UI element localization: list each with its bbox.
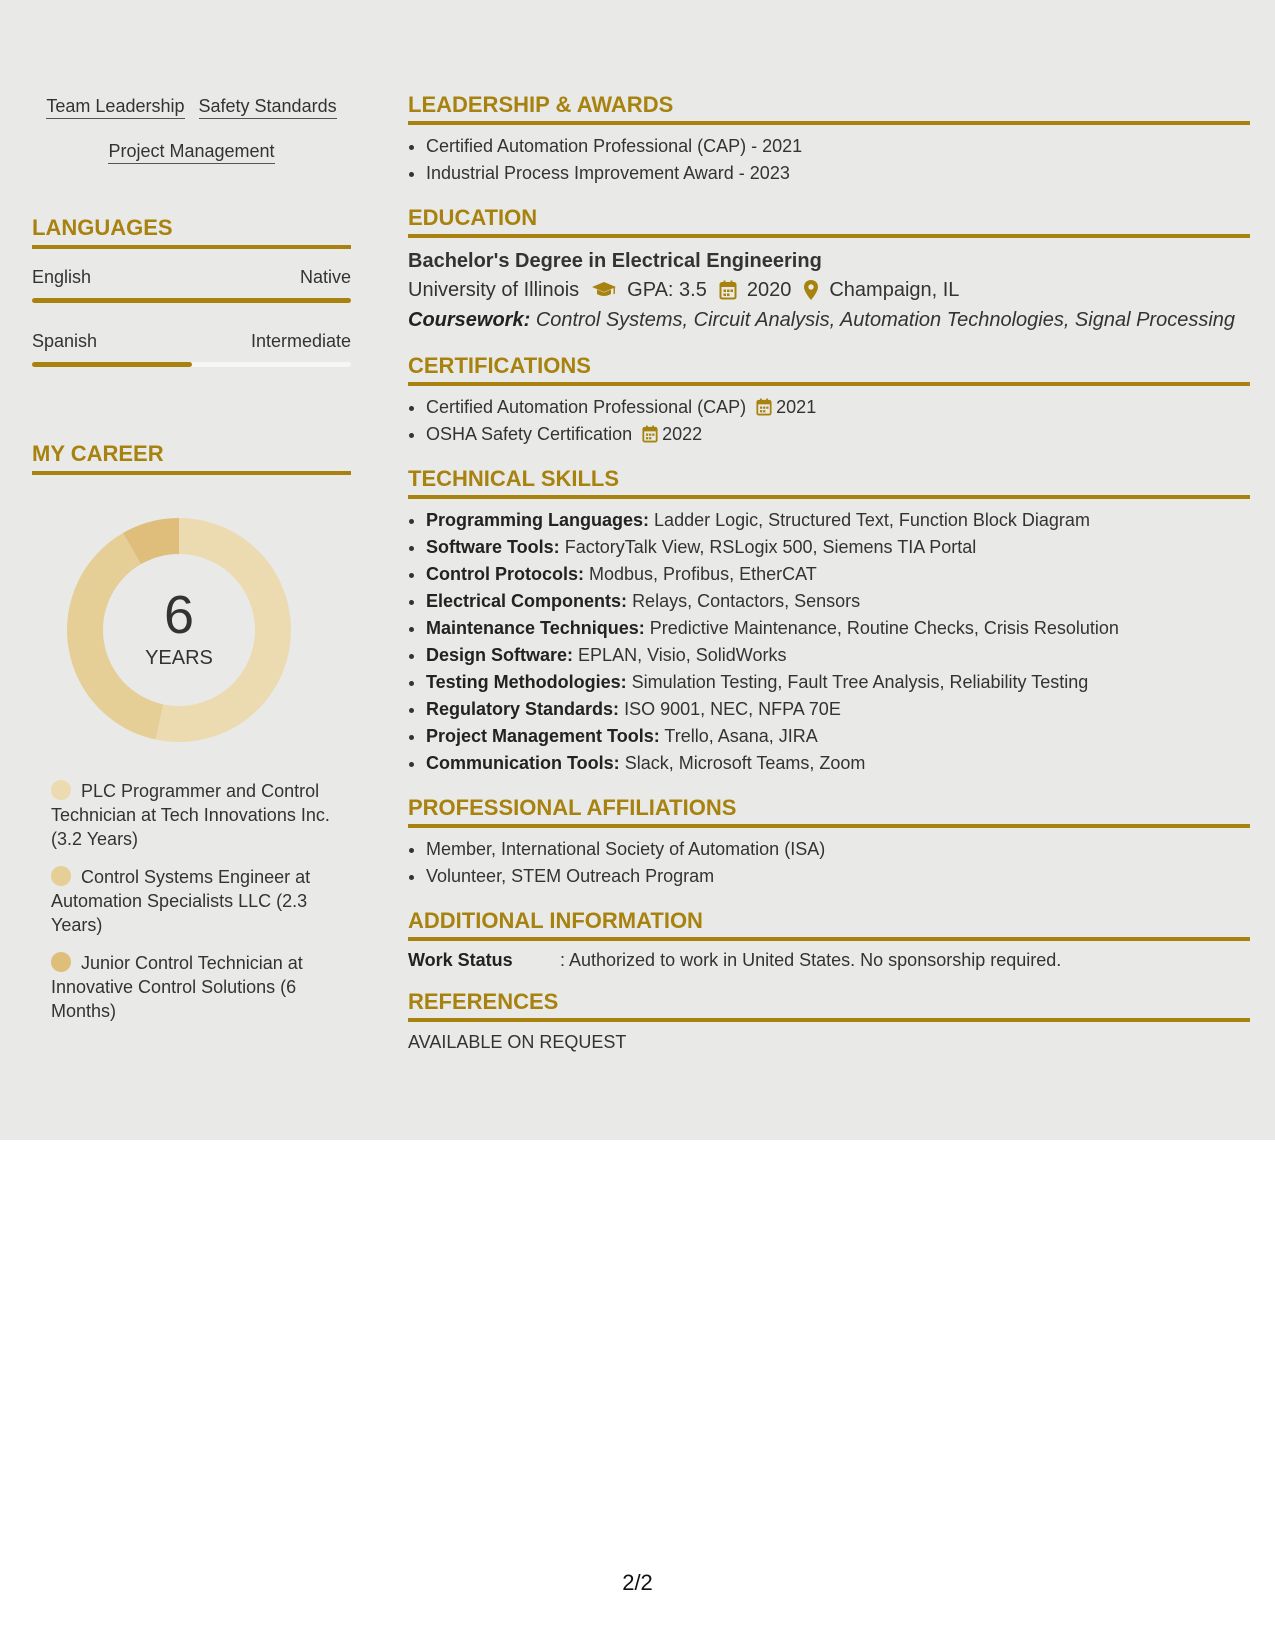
education-section	[408, 205, 1250, 335]
technical-skills-heading: TECHNICAL SKILLS	[408, 466, 1250, 499]
skill-label: Project Management Tools:	[426, 726, 660, 746]
page-number: 2/2	[622, 1570, 653, 1595]
degree-title: Bachelor's Degree in Electrical Engineering	[408, 250, 822, 272]
language-level: Intermediate	[250, 331, 351, 351]
career-donut	[66, 517, 292, 743]
legend-label: Control Systems Engineer at Automation Specialists LLC (2.3 Years)	[51, 867, 311, 935]
school-location: Champaign, IL	[829, 279, 960, 301]
coursework	[408, 305, 1250, 335]
skill-value: Relays, Contactors, Sensors	[632, 591, 861, 611]
cert-year: 2021	[776, 397, 817, 417]
coursework-label: Coursework:	[408, 309, 531, 331]
skill-label: Programming Languages:	[426, 510, 650, 530]
list-item	[426, 723, 1250, 750]
technical-skills-list	[408, 507, 1250, 777]
legend-item	[51, 779, 331, 851]
language-level: Native	[299, 267, 351, 287]
affiliations-section	[408, 795, 1250, 890]
language-bar	[32, 298, 351, 303]
skill-value: Simulation Testing, Fault Tree Analysis, Reliability Testing	[631, 672, 1089, 692]
skill-label: Maintenance Techniques:	[426, 618, 645, 638]
certifications-heading: CERTIFICATIONS	[408, 353, 1250, 386]
list-item	[426, 669, 1250, 696]
skill-label: Communication Tools:	[426, 753, 620, 773]
legend-item	[51, 865, 331, 937]
skill-tags	[32, 85, 351, 175]
calendar-icon	[642, 425, 658, 443]
list-item	[426, 615, 1250, 642]
additional-heading: ADDITIONAL INFORMATION	[408, 908, 1250, 941]
career-heading: MY CAREER	[32, 441, 351, 475]
career-unit: YEARS	[145, 647, 213, 669]
school-name: University of Illinois	[408, 279, 580, 301]
references-text: AVAILABLE ON REQUEST	[408, 1032, 627, 1052]
skill-tag: Project Management	[108, 140, 274, 164]
list-item	[426, 507, 1250, 534]
skill-tag: Team Leadership	[46, 95, 184, 119]
gpa: GPA: 3.5	[627, 279, 707, 301]
language-bar	[32, 362, 351, 367]
skill-value: Modbus, Profibus, EtherCAT	[589, 564, 817, 584]
list-item	[426, 588, 1250, 615]
coursework-value: Control Systems, Circuit Analysis, Automation Technologies, Signal Processing	[535, 309, 1236, 331]
certifications-section	[408, 353, 1250, 448]
skill-label: Design Software:	[426, 645, 574, 665]
list-item: • Volunteer, STEM Outreach Program	[426, 863, 1250, 890]
right-column	[408, 92, 1250, 1071]
language-item	[32, 267, 351, 303]
list-item	[426, 696, 1250, 723]
list-item	[426, 750, 1250, 777]
skill-value: ISO 9001, NEC, NFPA 70E	[624, 699, 841, 719]
list-item	[426, 561, 1250, 588]
skill-label: Electrical Components:	[426, 591, 628, 611]
list-item: • Member, International Society of Automation (ISA)	[426, 836, 1250, 863]
legend-label: PLC Programmer and Control Technician at Tech Innovations Inc. (3.2 Years)	[51, 781, 330, 849]
list-item	[426, 394, 1250, 421]
skill-label: Regulatory Standards:	[426, 699, 620, 719]
skill-label: Testing Methodologies:	[426, 672, 627, 692]
legend-dot	[51, 866, 71, 886]
calendar-icon	[719, 280, 737, 300]
language-item	[32, 331, 351, 367]
map-pin-icon	[803, 279, 819, 301]
legend-item	[51, 951, 331, 1023]
language-name: Spanish	[32, 331, 98, 351]
legend-label: Junior Control Technician at Innovative Control Solutions (6 Months)	[51, 953, 303, 1021]
list-item: • Certified Automation Professional (CAP) - 2021	[426, 133, 1250, 160]
leadership-section	[408, 92, 1250, 187]
work-status-value: : Authorized to work in United States. No sponsorship required.	[560, 950, 1062, 970]
language-bar-fill	[32, 362, 192, 367]
cert-name: Certified Automation Professional (CAP)	[426, 397, 747, 417]
legend-dot	[51, 780, 71, 800]
list-item	[426, 642, 1250, 669]
career-section	[32, 441, 351, 1023]
education-heading: EDUCATION	[408, 205, 1250, 238]
skill-value: Ladder Logic, Structured Text, Function Block Diagram	[654, 510, 1090, 530]
career-legend	[51, 779, 331, 1023]
additional-section	[408, 908, 1250, 971]
technical-skills-section	[408, 466, 1250, 777]
skill-value: Predictive Maintenance, Routine Checks, Crisis Resolution	[649, 618, 1119, 638]
language-bar-fill	[32, 298, 351, 303]
skill-value: Trello, Asana, JIRA	[664, 726, 818, 746]
affiliations-heading: PROFESSIONAL AFFILIATIONS	[408, 795, 1250, 828]
calendar-icon	[756, 398, 772, 416]
work-status-label: Work Status	[408, 950, 513, 970]
cert-name: OSHA Safety Certification	[426, 424, 633, 444]
skill-value: FactoryTalk View, RSLogix 500, Siemens TIA Portal	[564, 537, 977, 557]
references-heading: REFERENCES	[408, 989, 1250, 1022]
language-name: English	[32, 267, 92, 287]
leadership-heading: LEADERSHIP & AWARDS	[408, 92, 1250, 125]
left-column	[32, 85, 351, 1037]
list-item	[426, 534, 1250, 561]
list-item	[426, 421, 1250, 448]
work-status	[408, 950, 1250, 971]
languages-section	[32, 215, 351, 367]
graduation-year: 2020	[746, 279, 792, 301]
skill-tag: Safety Standards	[199, 95, 337, 119]
skill-value: EPLAN, Visio, SolidWorks	[578, 645, 787, 665]
education-details	[408, 275, 1250, 305]
skill-label: Control Protocols:	[426, 564, 584, 584]
graduation-cap-icon	[591, 281, 617, 299]
career-total: 6	[163, 585, 195, 645]
languages-heading: LANGUAGES	[32, 215, 351, 249]
skill-label: Software Tools:	[426, 537, 560, 557]
skill-value: Slack, Microsoft Teams, Zoom	[624, 753, 866, 773]
cert-year: 2022	[662, 424, 703, 444]
legend-dot	[51, 952, 71, 972]
list-item: • Industrial Process Improvement Award - 2023	[426, 160, 1250, 187]
references-section	[408, 989, 1250, 1053]
